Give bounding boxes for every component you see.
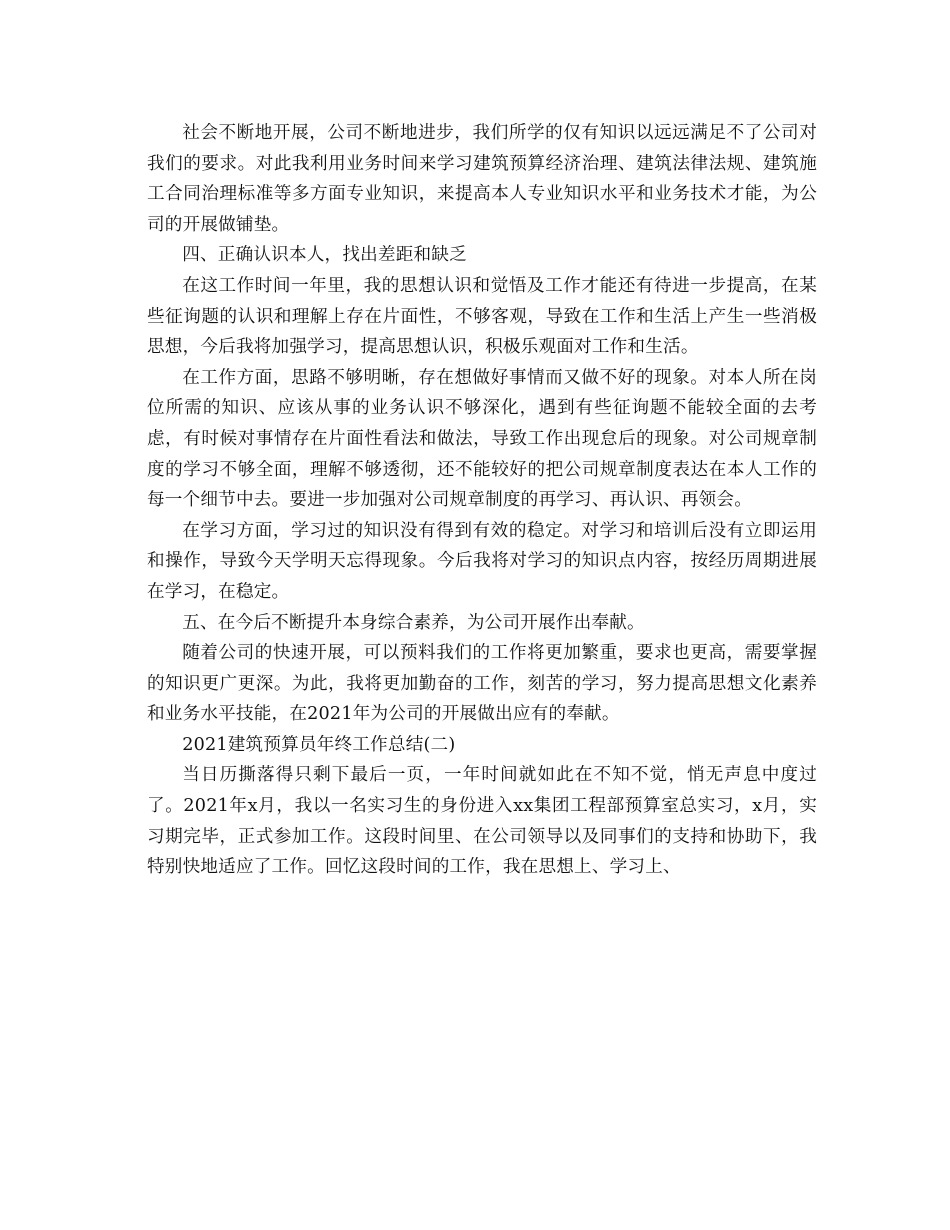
paragraph-intro-second: 当日历撕落得只剩下最后一页，一年时间就如此在不知不觉，悄无声息中度过了。2021年x月，我以一名实习生的身份进入xx集团工程部预算室总实习，x月，实习期完毕，正式参加工作。这段时间里、在公司领导以及同事们的支持和协助下，我特别快地适应了工作。回忆这段时间的工作，我在思想上、学习上、	[147, 765, 817, 878]
section-heading-five: 五、在今后不断提升本身综合素养，为公司开展作出奉献。	[182, 612, 645, 633]
paragraph-work-aspect: 在工作方面，思路不够明晰，存在想做好事情而又做不好的现象。对本人所在岗位所需的知识、应该从事的业务认识不够深化，遇到有些征询题不能较全面的去考虑，有时候对事情存在片面性看法和做法，导致工作出现怠后的现象。对公司规章制度的学习不够全面，理解不够透彻，还不能较好的把公司规章制度表达在本人工作的每一个细节中去。要进一步加强对公司规章制度的再学习、再认识、再领会。	[147, 367, 817, 511]
paragraph-future-plan: 随着公司的快速开展，可以预料我们的工作将更加繁重，要求也更高，需要掌握的知识更广更深。为此，我将更加勤奋的工作，刻苦的学习，努力提高思想文化素养和业务水平技能，在2021年为公司的开展做出应有的奉献。	[147, 643, 817, 725]
section-heading-four: 四、正确认识本人，找出差距和缺乏	[182, 245, 467, 266]
document-subtitle: 2021建筑预算员年终工作总结(二)	[182, 734, 456, 755]
paragraph-study-aspect: 在学习方面，学习过的知识没有得到有效的稳定。对学习和培训后没有立即运用和操作，导致今天学明天忘得现象。今后我将对学习的知识点内容，按经历周期进展在学习，在稳定。	[147, 520, 817, 602]
document-body	[147, 118, 817, 883]
paragraph-self-awareness: 在这工作时间一年里，我的思想认识和觉悟及工作才能还有待进一步提高，在某些征询题的认识和理解上存在片面性，不够客观，导致在工作和生活上产生一些消极思想，今后我将加强学习，提高思想认识，积极乐观面对工作和生活。	[147, 275, 817, 358]
paragraph-development-study: 社会不断地开展，公司不断地进步，我们所学的仅有知识以远远满足不了公司对我们的要求。对此我利用业务时间来学习建筑预算经济治理、建筑法律法规、建筑施工合同治理标准等多方面专业知识，来提高本人专业知识水平和业务技术才能，为公司的开展做铺垫。	[147, 123, 817, 235]
